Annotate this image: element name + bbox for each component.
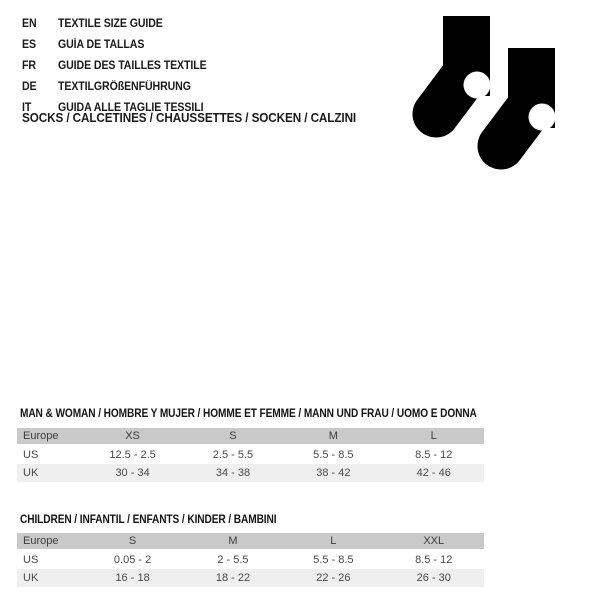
column-header-s: S bbox=[128, 535, 137, 547]
socks-icon bbox=[408, 10, 568, 180]
column-header-m: M bbox=[328, 430, 338, 442]
size-table-man-woman bbox=[17, 428, 484, 482]
row-label: UK bbox=[23, 467, 39, 479]
cell-value: 8.5 - 12 bbox=[415, 554, 453, 566]
cell-value: 34 - 38 bbox=[215, 467, 251, 479]
language-label: GUÍA DE TALLAS bbox=[58, 38, 145, 51]
table-row-us bbox=[17, 551, 484, 569]
column-header-xxl: XXL bbox=[423, 535, 445, 547]
cell-value: 18 - 22 bbox=[215, 572, 251, 584]
cell-value: 12.5 - 2.5 bbox=[109, 449, 156, 461]
column-header-europe: Europe bbox=[23, 535, 59, 547]
language-label: TEXTILGRÖßENFÜHRUNG bbox=[58, 80, 191, 93]
cell-value: 2.5 - 5.5 bbox=[212, 449, 254, 461]
column-header-s: S bbox=[229, 430, 237, 442]
table-row-uk bbox=[17, 569, 484, 587]
cell-value: 5.5 - 8.5 bbox=[313, 554, 354, 566]
language-row-es bbox=[22, 34, 220, 55]
language-row-en bbox=[22, 13, 220, 34]
language-title-list bbox=[22, 13, 220, 118]
table-header-row bbox=[17, 533, 484, 551]
column-header-xs: XS bbox=[125, 430, 140, 442]
language-code: FR bbox=[22, 59, 36, 72]
table-title-children: CHILDREN / INFANTIL / ENFANTS / KINDER / BAMBINI bbox=[20, 514, 277, 526]
cell-value: 22 - 26 bbox=[316, 572, 351, 584]
table-row-us bbox=[17, 446, 484, 464]
language-row-de bbox=[22, 76, 220, 97]
cell-value: 8.5 - 12 bbox=[415, 449, 453, 461]
language-label: GUIDE DES TAILLES TEXTILE bbox=[58, 59, 207, 72]
cell-value: 42 - 46 bbox=[416, 467, 451, 479]
cell-value: 16 - 18 bbox=[115, 572, 150, 584]
table-row-uk bbox=[17, 464, 484, 482]
language-code: DE bbox=[22, 80, 37, 93]
column-header-m: M bbox=[228, 535, 238, 547]
category-title: SOCKS / CALCETINES / CHAUSSETTES / SOCKEN / CALZINI bbox=[22, 110, 357, 125]
row-label: US bbox=[23, 449, 39, 461]
row-label: US bbox=[23, 554, 39, 566]
size-table-children bbox=[17, 533, 484, 587]
cell-value: 0.05 - 2 bbox=[113, 554, 152, 566]
language-label: TEXTILE SIZE GUIDE bbox=[58, 17, 163, 30]
table-header-row bbox=[17, 428, 484, 446]
column-header-europe: Europe bbox=[23, 430, 59, 442]
column-header-l: L bbox=[330, 535, 337, 547]
language-row-fr bbox=[22, 55, 220, 76]
language-code: IT bbox=[22, 101, 32, 114]
language-label: GUIDA ALLE TAGLIE TESSILI bbox=[58, 101, 204, 114]
cell-value: 2 - 5.5 bbox=[217, 554, 249, 566]
column-header-l: L bbox=[430, 430, 437, 442]
language-code: ES bbox=[22, 38, 36, 51]
cell-value: 5.5 - 8.5 bbox=[313, 449, 354, 461]
cell-value: 30 - 34 bbox=[115, 467, 150, 479]
cell-value: 26 - 30 bbox=[416, 572, 451, 584]
language-code: EN bbox=[22, 17, 37, 30]
row-label: UK bbox=[23, 572, 39, 584]
cell-value: 38 - 42 bbox=[316, 467, 351, 479]
table-title-man-woman: MAN & WOMAN / HOMBRE Y MUJER / HOMME ET FEMME / MANN UND FRAU / UOMO E DONNA bbox=[20, 408, 477, 420]
